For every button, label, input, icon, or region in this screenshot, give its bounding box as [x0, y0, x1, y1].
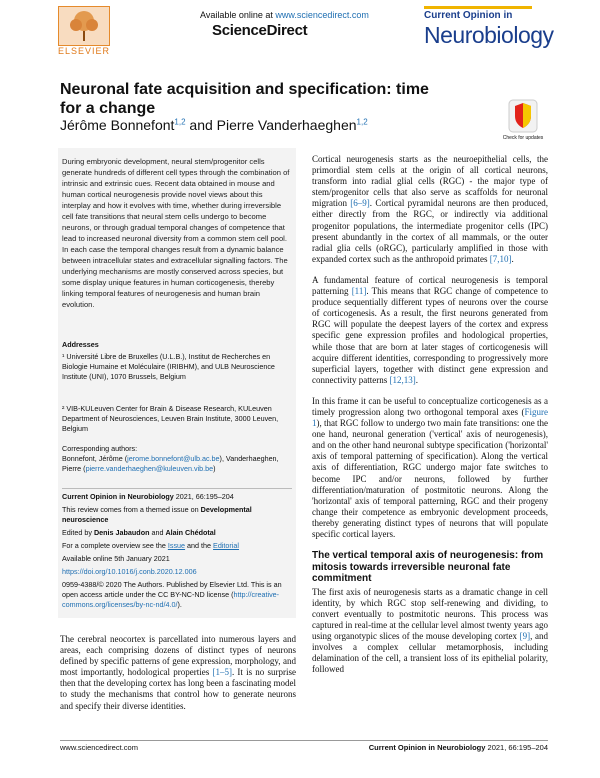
overview-line: [62, 541, 292, 551]
paragraph-3: [312, 396, 548, 540]
figure-link[interactable]: Figure 1: [312, 406, 548, 429]
meta-divider: [62, 488, 292, 489]
issue-topic: Developmental neuroscience: [62, 505, 252, 524]
paragraph-2: [312, 275, 548, 386]
footer-divider: [60, 740, 548, 741]
editorial-link[interactable]: Editorial: [213, 541, 240, 550]
corr-mid: ), Vanderhaeghen, Pierre (: [62, 454, 279, 473]
overview-a: For a complete overview see the: [62, 541, 168, 550]
citation-link[interactable]: [9]: [519, 630, 531, 641]
author-1: Jérôme Bonnefont: [60, 117, 175, 133]
check-for-updates-label: Check for updates: [502, 135, 544, 141]
corr-name-1: Bonnefont, Jérôme (: [62, 454, 128, 463]
citation-line: [62, 492, 292, 502]
available-online-line: [200, 10, 369, 20]
p1-text-a: The cerebral neocortex is parcellated into numerous layers and areas, each comprising dozens of distinct types of neurons defined by specific patterns of gene expression, morphology, and most importantly, hodological properties: [60, 634, 296, 678]
doi-link[interactable]: https://doi.org/10.1016/j.conb.2020.12.006: [62, 567, 197, 576]
editor-2: Alain Chédotal: [165, 528, 216, 537]
overview-b: and the: [185, 541, 214, 550]
p1-a: Cortical neurogenesis starts as the neuroepithelial cells, the primordial stem cells at the origin of all cortical neurons, transform into radial glial cells (RGC) - the major type of stem/progenitor cells that also serve as scaffolds for neuronal migration: [312, 154, 548, 209]
issue-prefix: This review comes from a themed issue on: [62, 505, 201, 514]
themed-issue-line: [62, 505, 292, 525]
available-prefix: Available online at: [200, 10, 276, 20]
corr-label: Corresponding authors:: [62, 444, 138, 453]
citation-link[interactable]: [6–9]: [350, 198, 370, 209]
corr-email-2[interactable]: pierre.vanderhaeghen@kuleuven.vib.be: [85, 464, 214, 473]
section-heading: The vertical temporal axis of neurogenesis: from mitosis towards irreversible neuronal fate commitment: [312, 550, 544, 585]
elsevier-tree-logo: [58, 6, 110, 46]
citation-link[interactable]: [12,13]: [389, 374, 416, 385]
citation-link[interactable]: [7,10]: [489, 253, 512, 264]
license-link[interactable]: http://creative-commons.org/licenses/by-nc-nd/4.0/: [62, 590, 280, 609]
footer-url[interactable]: www.sciencedirect.com: [60, 743, 138, 752]
footer-volume: 2021, 66:195–204: [485, 743, 548, 752]
addresses-heading: Addresses: [62, 340, 99, 349]
p1-c: .: [511, 253, 514, 264]
article-meta: [62, 492, 292, 610]
p2-a: A fundamental feature of cortical neurogenesis is temporal patterning: [312, 274, 548, 297]
available-date: Available online 5th January 2021: [62, 554, 170, 563]
p1-b: . Cortical pyramidal neurons are then produced, either directly from the RGC, or indirectly via additional progenitor populations, the intermediate progenitor cells (IPC) present abundantly in the cortex of all mammals, or the outer radial glia cells (oRGC), particularly amplified in those with expanded cortex such as the anthropoid primates: [312, 198, 548, 264]
journal-name: Neurobiology: [424, 22, 554, 48]
left-column-body: [60, 634, 296, 712]
p1-text-b: . It is no surprise then that the developing cortex has long been a fascinating model to study the mechanisms that control how to generate neurons and specify their diverse identities.: [60, 667, 297, 711]
citation-link[interactable]: [11]: [351, 286, 367, 297]
citation-volume: 2021, 66:195–204: [173, 492, 234, 501]
editors-line: [62, 528, 292, 538]
corresponding-authors: [62, 444, 292, 474]
publisher-name: ELSEVIER: [58, 46, 111, 56]
license-a: 0959-4388/© 2020 The Authors. Published by Elsevier Ltd. This is an open access article under the CC BY-NC-ND license (: [62, 580, 282, 599]
paragraph-4: [312, 587, 548, 676]
right-column-body: [312, 154, 548, 685]
author-2-affiliation[interactable]: 1,2: [356, 117, 368, 127]
p4-b: , and involves a complex cellular metamorphosis, including delamination of the cell, a transient loss of its epithelial polarity, followed: [312, 630, 548, 675]
article-title: Neuronal fate acquisition and specification: time for a change: [60, 81, 429, 117]
p4-a: The first axis of neurogenesis starts as a dramatic change in cell identity, by which RGC stop self-renewing and dividing, to convert eventually to postmitotic neurons. This process was captured in real-time at the cellular level almost twenty years ago using organotypic slices of the mouse developing cortex: [312, 586, 548, 641]
editor-joiner: and: [149, 528, 166, 537]
footer-citation: [356, 743, 548, 752]
address-1: ¹ Université Libre de Bruxelles (U.L.B.), Institut de Recherches en Biologie Humaine et Moléculaire (IRIBHM), and ULB Neuroscience Institute (UNI), 1070 Brussels, Belgium: [62, 352, 275, 381]
p2-c: .: [415, 374, 418, 385]
author-2: Pierre Vanderhaeghen: [216, 117, 357, 133]
citation-journal: Current Opinion in Neurobiology: [62, 492, 174, 501]
intro-paragraph: [60, 634, 296, 712]
editor-1: Denis Jabaudon: [93, 528, 150, 537]
corr-email-1[interactable]: jerome.bonnefont@ulb.ac.be: [127, 454, 220, 463]
p3-b: ), that RGC follow to undergo two main fate transitions: one the one hand, neuronal generation ('vertical' axis of neurogenesis), and on the other hand neuronal subtype specification ('horizontal' axis of temporal patterning of specification). Along the vertical axis of differentiation, RGC undergo major fate switches to become IPC and/or neurons, followed by further differentiation/maturation of postmitotic neurons. Along the 'horizontal' axis of temporal patterning, RGC and their progeny change their competence as embryonic development proceeds, thereby generating distinct types of neurons that will populate specific cortical layers.: [312, 418, 548, 539]
check-for-updates-icon[interactable]: [506, 98, 540, 134]
p2-b: . This means that RGC change of competence to produce sequentially different types of neurons over the course of corticogenesis. As a result, the first neurons generated from RGC will populate the deepest layers of the cortex and express specific gene expression profiles and hodological properties, while those that are born at later stages of corticogenesis will acquire different identities, corresponding to progressively more superficial layers, together with distinct gene expression and connectivity patterns: [312, 286, 548, 385]
author-line: [60, 117, 368, 133]
paragraph-1: [312, 154, 548, 265]
license-line: [62, 580, 292, 610]
edited-prefix: Edited by: [62, 528, 94, 537]
sciencedirect-wordmark: ScienceDirect: [212, 22, 308, 39]
citation-link[interactable]: [1–5]: [212, 667, 232, 678]
address-2: ² VIB-KULeuven Center for Brain & Disease Research, KULeuven Department of Neurosciences, Leuven Brain Institute, 3000 Leuven, Belgium: [62, 404, 279, 433]
license-b: ).: [177, 600, 182, 609]
author-1-affiliation[interactable]: 1,2: [174, 117, 186, 127]
issue-link[interactable]: Issue: [167, 541, 186, 550]
sciencedirect-link[interactable]: www.sciencedirect.com: [275, 10, 369, 20]
author-joiner: and: [185, 117, 217, 133]
journal-series: Current Opinion in: [424, 10, 513, 21]
journal-accent-bar: [424, 6, 532, 9]
p3-a: In this frame it can be useful to conceptualize corticogenesis as a timely progression along two orthogonal temporal axes (: [312, 395, 548, 417]
corr-end: ): [213, 464, 216, 473]
footer-journal: Current Opinion in Neurobiology: [368, 743, 486, 752]
abstract-text: During embryonic development, neural stem/progenitor cells generate hundreds of different cell types through the combination of intrinsic and extrinsic cues. Recent data obtained in mouse and human cortical neurogenesis provide novel views about this interplay and how it evolves with time, whether during irreversible cell fate transitions that neural stem cells undergo to become neurons, or through gradual temporal changes of competence that lead to increased neuronal diversity from a common stem cell pool. In each case the temporal changes result from a dynamic balance between intracellular states and extracellular signalling factors. The underlying mechanisms are mostly conserved across species, but some display unique features in human corticogenesis, thereby linking temporal features of neurogenesis and human brain evolution.: [62, 157, 290, 309]
